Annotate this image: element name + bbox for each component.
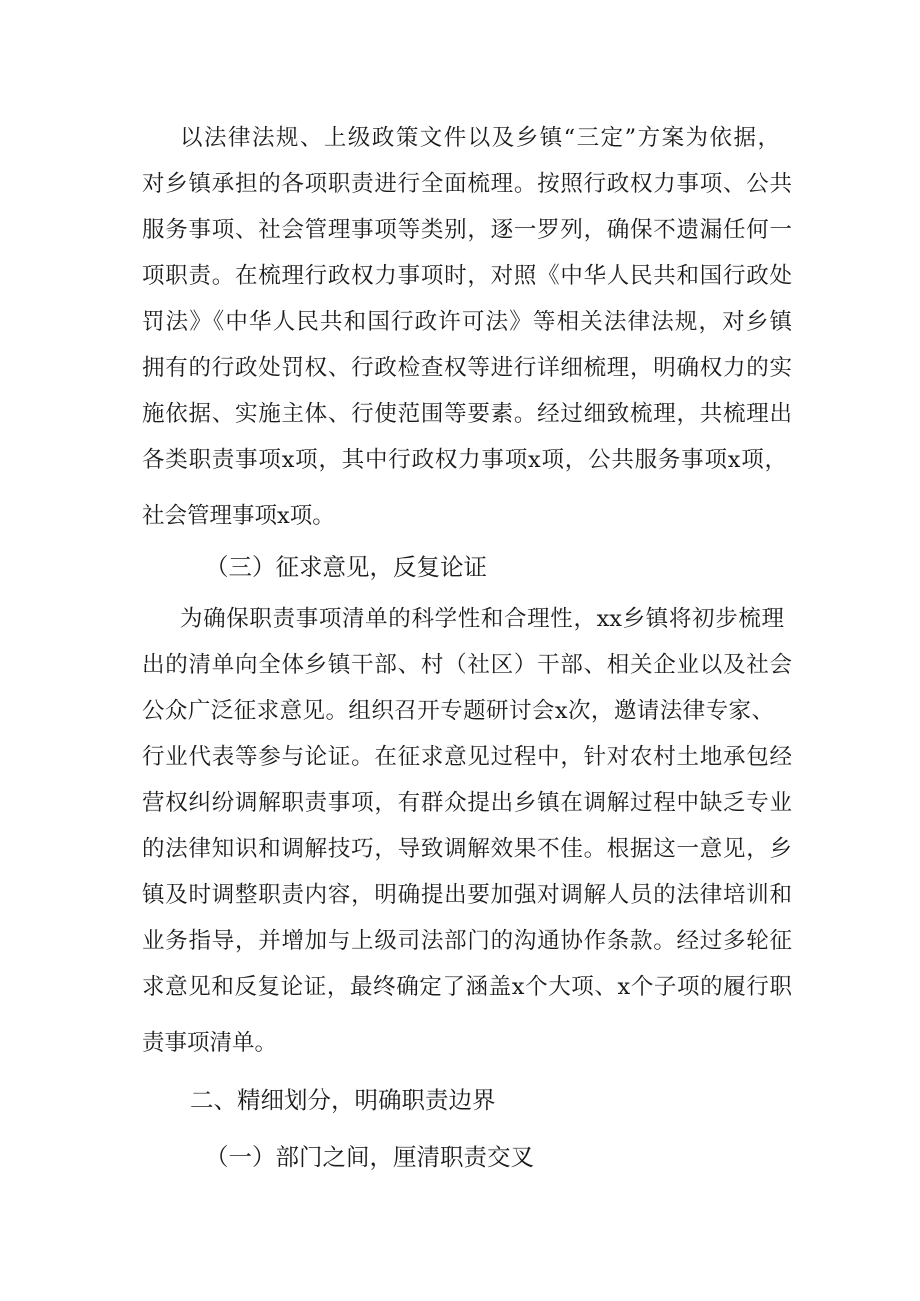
paragraph-line: 求意见和反复论证，最终确定了涵盖x个大项、x个子项的履行职 xyxy=(142,974,792,1000)
section-title-2: 二、精细划分，明确职责边界 xyxy=(190,1086,496,1114)
paragraph-line: 拥有的行政处罚权、行政检查权等进行详细梳理，明确权力的实 xyxy=(142,355,792,381)
paragraph-line: 为确保职责事项清单的科学性和合理性，xx乡镇将初步梳理 xyxy=(180,606,784,632)
subsection-heading-3: （三）征求意见，反复论证 xyxy=(205,553,487,581)
paragraph-line: 公众广泛征求意见。组织召开专题研讨会x次，邀请法律专家、 xyxy=(142,698,774,724)
paragraph-line: 以法律法规、上级政策文件以及乡镇“三定”方案为依据， xyxy=(180,125,780,151)
paragraph-line: 项职责。在梳理行政权力事项时，对照《中华人民共和国行政处 xyxy=(142,263,792,289)
subsection-heading-2-1: （一）部门之间，厘清职责交叉 xyxy=(205,1143,534,1171)
paragraph-line: 出的清单向全体乡镇干部、村（社区）干部、相关企业以及社会 xyxy=(142,652,792,678)
paragraph-line: 镇及时调整职责内容，明确提出要加强对调解人员的法律培训和 xyxy=(142,882,792,908)
paragraph-line: 各类职责事项x项，其中行政权力事项x项，公共服务事项x项， xyxy=(142,447,787,473)
paragraph-line: 施依据、实施主体、行使范围等要素。经过细致梳理，共梳理出 xyxy=(142,401,792,427)
paragraph-line: 社会管理事项x项。 xyxy=(142,503,335,529)
paragraph-line: 对乡镇承担的各项职责进行全面梳理。按照行政权力事项、公共 xyxy=(142,171,792,197)
paragraph-line: 行业代表等参与论证。在征求意见过程中，针对农村土地承包经 xyxy=(142,744,792,770)
paragraph-line: 的法律知识和调解技巧，导致调解效果不佳。根据这一意见，乡 xyxy=(142,836,792,862)
paragraph-line: 服务事项、社会管理事项等类别，逐一罗列，确保不遗漏任何一 xyxy=(142,217,792,243)
paragraph-line: 营权纠纷调解职责事项，有群众提出乡镇在调解过程中缺乏专业 xyxy=(142,790,792,816)
paragraph-line: 罚法》《中华人民共和国行政许可法》等相关法律法规，对乡镇 xyxy=(142,309,792,335)
paragraph-line: 业务指导，并增加与上级司法部门的沟通协作条款。经过多轮征 xyxy=(142,928,792,954)
paragraph-line: 责事项清单。 xyxy=(142,1030,278,1056)
